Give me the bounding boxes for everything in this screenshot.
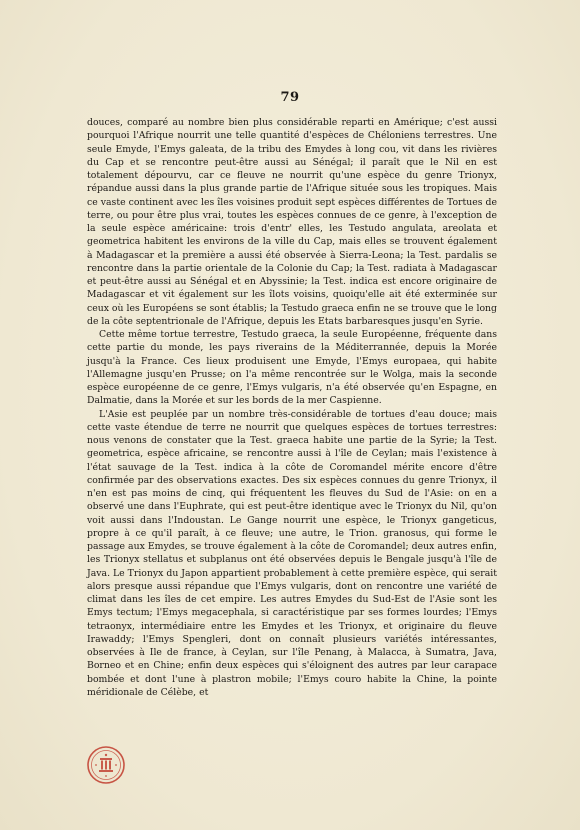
- paragraph-2: Cette même tortue terrestre, Testudo graeca, la seule Européenne, fréquente dans cette partie du monde, les pays riverains de la Méditerrannée, depuis la Morée jusqu'à la France. Ces lieux produisent une Emyde, l'Emys europaea, qui habite l'Allemagne jusqu'en Prusse; on l'a même rencontrée sur le Wolga, mais la seconde espèce européenne de ce genre, l'Emys vulgaris, n'a été observée qu'en Espagne, en Dalmatie, dans la Morée et sur les bords de la mer Caspienne.: [87, 329, 497, 407]
- body-text: [87, 116, 497, 699]
- page-number: 79: [280, 90, 300, 105]
- library-seal-icon: [86, 745, 126, 785]
- paragraph-3: L'Asie est peuplée par un nombre très-considérable de tortues d'eau douce; mais cette vaste étendue de terre ne nourrit que quelques espèces de tortues terrestres: nous venons de constater que la Test. graeca habite une partie de la Syrie; la Test. geometrica, espèce africaine, se rencontre aussi à l'île de Ceylan; mais l'existence à l'état sauvage de la Test. indica à la côte de Coromandel mérite encore d'être confirmée par des observations exactes. Des six espèces connues du genre Trionyx, il n'en est pas moins de cinq, qui fréquentent les fleuves du Sud de l'Asie: on en a observé une dans l'Euphrate, qui est peut-être identique avec le Trionyx du Nil, qu'on voit aussi dans l'Indoustan. Le Gange nourrit une espèce, le Trionyx gangeticus, propre à ce qu'il paraît, à ce fleuve; une autre, le Trion. granosus, qui forme le passage aux Emydes, se trouve également à la côte de Coromandel; deux autres enfin, les Trionyx stellatus et subplanus ont été observées depuis le Bengale jusqu'à l'île de Java. Le Trionyx du Japon appartient probablement à cette première espèce, qui serait alors presque aussi répandue que l'Emys vulgaris, dont on rencontre une variété de climat dans les îles de cet empire. Les autres Emydes du Sud-Est de l'Asie sont les Emys tectum; l'Emys megacephala, si caractéristique par ses formes lourdes; l'Emys tetraonyx, intermédiaire entre les Emydes et les Trionyx, et originaire du fleuve Irawaddy; l'Emys Spengleri, dont on connaît plusieurs variétés intéressantes, observées à Ile de france, à Ceylan, sur l'île Penang, à Malacca, à Sumatra, Java, Borneo et en Chine; enfin deux espèces qui s'éloignent des autres par leur carapace bombée et dont l'une à plastron mobile; l'Emys couro habite la Chine, la pointe méridionale de Célèbe, et: [87, 408, 497, 698]
- paragraph-1: douces, comparé au nombre bien plus considérable reparti en Amérique; c'est aussi pourquoi l'Afrique nourrit une telle quantité d'espèces de Chéloniens terrestres. Une seule Emyde, l'Emys galeata, de la tribu des Emydes à long cou, vit dans les rivières du Cap et se rencontre peut-être aussi au Sénégal; il paraît que le Nil en est totalement dépourvu, car ce fleuve ne nourrit qu'une espèce du genre Trionyx, répandue aussi dans la plus grande partie de l'Afrique située sous les tropiques. Mais ce vaste continent avec les îles voisines produit sept espèces différentes de Tortues de terre, ou pour être plus vrai, toutes les espèces connues de ce genre, à l'exception de la seule espèce américaine: trois d'entr' elles, les Testudo angulata, areolata et geometrica habitent les environs de la ville du Cap, mais elles se trouvent également à Madagascar et la première a aussi été observée à Sierra-Leona; la Test. pardalis se rencontre dans la partie orientale de la Colonie du Cap; la Test. radiata à Madagascar et peut-être aussi au Sénégal et en Abyssinie; la Test. indica est encore originaire de Madagascar et vit également sur les îlots voisins, quoiqu'elle ait été exterminée sur ceux où les Européens se sont établis; la Testudo graeca enfin ne se trouve que le long de la côte septentrionale de l'Afrique, depuis les Etats barbaresques jusqu'en Syrie.: [87, 117, 497, 327]
